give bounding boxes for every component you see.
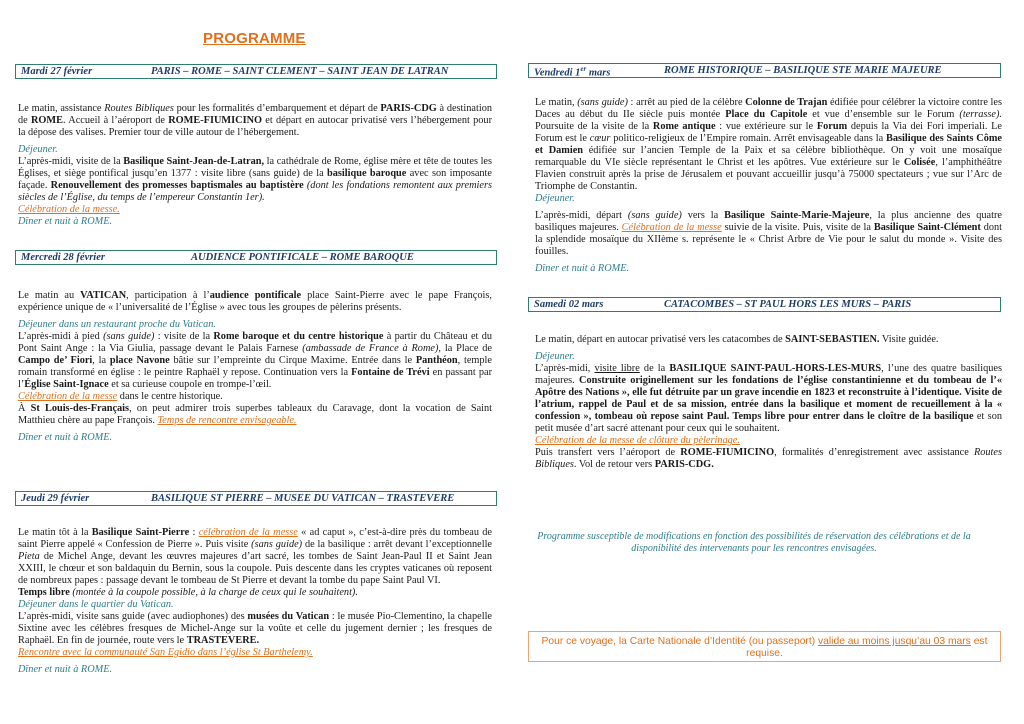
paragraph: Puis transfert vers l’aéroport de ROME-FIUMICINO, formalités d’enregistrement avec assistance Routes Bibliques. Vol de retour vers PARIS-CDG. (535, 447, 1002, 470)
day-date: Jeudi 29 février (21, 493, 90, 504)
day-2-content (18, 290, 492, 444)
paragraph: Célébration de la messe dans le centre historique. (18, 391, 223, 402)
day-title: AUDIENCE PONTIFICALE – ROME BAROQUE (191, 252, 414, 263)
paragraph: L’après-midi, départ (sans guide) vers la Basilique Sainte-Marie-Majeure, la plus ancienne des quatre basiliques majeures. Célébration de la messe suivie de la visite. Puis, visite de la Basilique Saint-Clément dont la splendide mosaïque du XIIème s. représente le « Christ Arbre de Vie pour le salut du monde ». Visite des fouilles. (535, 210, 1003, 257)
mass-note: Célébration de la messe. (18, 204, 120, 215)
day-date: Vendredi 1er mars (534, 65, 611, 79)
paragraph: Le matin au VATICAN, participation à l’audience pontificale place Saint-Pierre avec le pape François, expérience unique de « l’universalité de l’Église » avec tous les groupes de pèlerins présents. (18, 290, 492, 313)
id-requirement-box: Pour ce voyage, la Carte Nationale d’Identité (ou passeport) valide au moins jusqu’au 03 mars est requise. (528, 631, 1001, 662)
paragraph: Temps libre (montée à la coupole possible, à la charge de ceux qui le souhaitent). (18, 587, 358, 598)
day-1-content (18, 103, 492, 228)
paragraph: Le matin, assistance Routes Bibliques pour les formalités d’embarquement et départ de PARIS-CDG à destination de ROME. Accueil à l’aéroport de ROME-FIUMICINO et départ en autocar privatisé vers l’hébergement pour la dépose des valises. Premier tour de ville autour de l’hébergement. (18, 103, 493, 138)
meeting-note: Rencontre avec la communauté San Egidio dans l’église St Barthelemy. (18, 647, 313, 658)
mass-note: Célébration de la messe de clôture du pèlerinage. (535, 435, 740, 446)
day-date: Mardi 27 février (21, 66, 93, 77)
lunch-note: Déjeuner dans un restaurant proche du Vatican. (18, 319, 216, 330)
day-3-content (18, 527, 492, 676)
day-5-content (535, 334, 1002, 471)
lunch-note: Déjeuner. (18, 144, 58, 155)
paragraph: L’après-midi, visite libre de la BASILIQUE SAINT-PAUL-HORS-LES-MURS, l’une des quatre basiliques majeures. Construite originellement sur les fondations de l’église constantinienne et du tombeau de l’« Apôtre des Nations », elle fut détruite par un grave incendie en 1823 et reconstruite à l’identique. Visite de l’atrium, rappel de Paul et de sa mission, entrée dans la basilique et moment de recueillement à la « confession », tombeau où repose saint Paul. Temps libre pour entrer dans le cloître de la basilique et son petit musée d’art sacré attenant pour ceux qui le souhaitent. (535, 363, 1002, 434)
paragraph: Le matin tôt à la Basilique Saint-Pierre : célébration de la messe « ad caput », c’est-à-dire près du tombeau de saint Pierre appelé « Confession de Pierre ». Puis visite (sans guide) de la basilique : arrêt devant l’exceptionnelle Pieta de Michel Ange, devant les œuvres majeures d’art sacré, les tombes de Saint Jean-Paul II et Saint Jean XXIII, le chœur et son baldaquin du Bernin, sous la coupole. Puis descente dans les cryptes vaticanes où reposent de nombreux papes : passage devant le tombeau de St Pierre et devant la tombe du pape Saint Paul VI. (18, 527, 493, 586)
paragraph: L’après-midi, visite de la Basilique Saint-Jean-de-Latran, la cathédrale de Rome, église mère et tête de toutes les Églises, et siège pontifical jusqu’en 1377 : visite libre (sans guide) de la basilique baroque avec son imposante façade. Renouvellement des promesses baptismales au baptistère (dont les fondations remontent aux premiers siècles de l’Église, du temps de l’empereur Constantin 1er). (18, 156, 493, 203)
paragraph: Le matin, départ en autocar privatisé vers les catacombes de SAINT-SEBASTIEN. Visite guidée. (535, 334, 939, 345)
dinner-note: Dîner et nuit à ROME. (18, 432, 113, 443)
dinner-note: Dîner et nuit à ROME. (535, 263, 630, 274)
lunch-note: Déjeuner dans le quartier du Vatican. (18, 599, 174, 610)
day-title: BASILIQUE ST PIERRE – MUSEE DU VATICAN – TRASTEVERE (151, 493, 455, 504)
day-header-3 (15, 491, 497, 506)
disclaimer-note: Programme susceptible de modifications en fonction des possibilités de réservation des célébrations et de la disponibilité des intervenants pour les rencontres envisagées. (537, 531, 971, 554)
dinner-note: Dîner et nuit à ROME. (18, 216, 113, 227)
paragraph: L’après-midi à pied (sans guide) : visite de la Rome baroque et du centre historique à partir du Château et du Pont Saint Ange : la Via Giulia, passage devant le Palais Farnese (ambassade de France à Rome), la Place de Campo de’ Fiori, la place Navone bâtie sur l’empreinte du Cirque Maxime. Entrée dans le Panthéon, temple romain transformé en église : le peintre Raphaël y repose. Continuation vers la Fontaine de Trévi en passant par l’Église Saint-Ignace et sa curieuse coupole en trompe-l’œil. (18, 331, 493, 390)
day-header-2 (15, 250, 497, 265)
day-header-5 (528, 297, 1001, 312)
day-title: ROME HISTORIQUE – BASILIQUE STE MARIE MAJEURE (664, 65, 942, 76)
day-header-4 (528, 63, 1001, 78)
page-title: PROGRAMME (203, 30, 306, 47)
day-title: PARIS – ROME – SAINT CLEMENT – SAINT JEAN DE LATRAN (151, 66, 449, 77)
day-4-content (535, 97, 1002, 275)
lunch-note: Déjeuner. (535, 193, 575, 204)
day-title: CATACOMBES – ST PAUL HORS LES MURS – PARIS (664, 299, 912, 310)
dinner-note: Dîner et nuit à ROME. (18, 664, 113, 675)
day-header-1 (15, 64, 497, 79)
lunch-note: Déjeuner. (535, 351, 575, 362)
day-date: Samedi 02 mars (534, 299, 604, 310)
paragraph: Le matin, (sans guide) : arrêt au pied de la célèbre Colonne de Trajan édifiée pour célébrer la victoire contre les Daces au début du IIe siècle puis montée Place du Capitole et vue d’ensemble sur le Forum (terrasse). Poursuite de la visite de la Rome antique : vue extérieure sur le Forum depuis la Via dei Fori imperiali. Le Forum est le cœur politico-religieux de l’Empire romain. Arrêt envisageable dans la Basilique des Saints Côme et Damien édifiée sur l’ancien Temple de la Paix et sa célèbre bibliothèque. On y voit une mosaïque remarquable du VIe siècle représentant le Christ et les apôtres. Vue extérieure sur le Colisée, l’amphithéâtre Flavien construit après la prise de Jérusalem et pouvant accueillir jusqu’à 75000 spectateurs ; vue sur l’Arc de Triomphe de Constantin. (535, 97, 1003, 192)
paragraph: L’après-midi, visite sans guide (avec audiophones) des musées du Vatican : le musée Pio-Clementino, la chapelle Sixtine avec les célèbres fresques de Michel-Ange sur la voûte et celle du jugement dernier ; les fresques de Raphaël. En fin de journée, route vers le TRASTEVERE. (18, 611, 493, 646)
day-date: Mercredi 28 février (21, 252, 105, 263)
paragraph: À St Louis-des-Français, on peut admirer trois superbes tableaux du Caravage, dont la vocation de Saint Matthieu chère au pape François. Temps de rencontre envisageable. (18, 403, 493, 426)
